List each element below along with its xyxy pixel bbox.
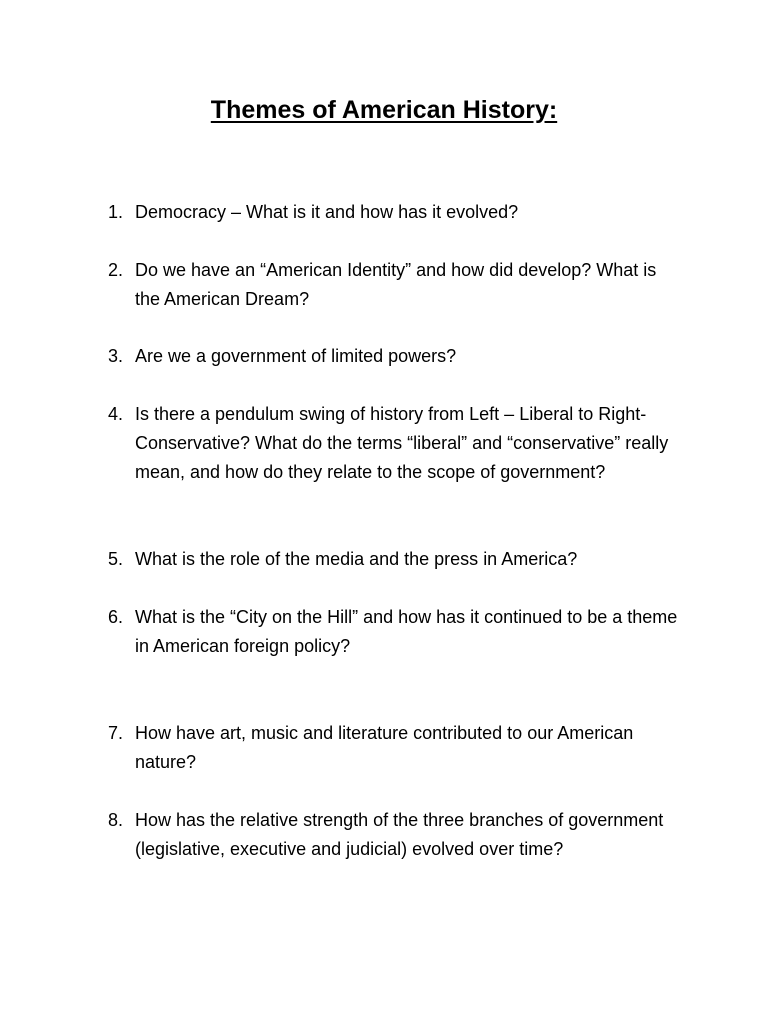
- list-item-text: How has the relative strength of the three branches of government (legislative, executive and judicial) evolved over time?: [135, 810, 664, 859]
- list-item: [108, 400, 688, 487]
- list-item-number: 7.: [108, 723, 124, 743]
- list-item-number: 2.: [108, 260, 124, 280]
- list-item: [108, 198, 688, 227]
- list-item-text: What is the “City on the Hill” and how has it continued to be a theme in American foreign policy?: [135, 607, 678, 656]
- list-item-number: 1.: [108, 202, 124, 222]
- list-item-number: 6.: [108, 607, 124, 627]
- page-title: Themes of American History:: [210, 96, 558, 124]
- list-item-number: 4.: [108, 404, 124, 424]
- list-item-number: 3.: [108, 346, 124, 366]
- list-item-text: What is the role of the media and the press in America?: [135, 549, 578, 569]
- list-item-text: How have art, music and literature contributed to our American nature?: [135, 723, 634, 772]
- list-item-text: Is there a pendulum swing of history from Left – Liberal to Right-Conservative? What do the terms “liberal” and “conservative” really mean, and how do they relate to the scope of government?: [135, 404, 669, 482]
- list-item: [108, 545, 688, 574]
- list-item-text: Democracy – What is it and how has it evolved?: [135, 202, 519, 222]
- list-item: [108, 603, 688, 661]
- list-item: [108, 256, 688, 314]
- list-item-text: Do we have an “American Identity” and how did develop? What is the American Dream?: [135, 260, 657, 309]
- list-item: [108, 342, 688, 371]
- list-item: [108, 806, 688, 864]
- list-item-text: Are we a government of limited powers?: [135, 346, 457, 366]
- list-item: [108, 719, 688, 777]
- list-item-number: 8.: [108, 810, 124, 830]
- list-item-number: 5.: [108, 549, 124, 569]
